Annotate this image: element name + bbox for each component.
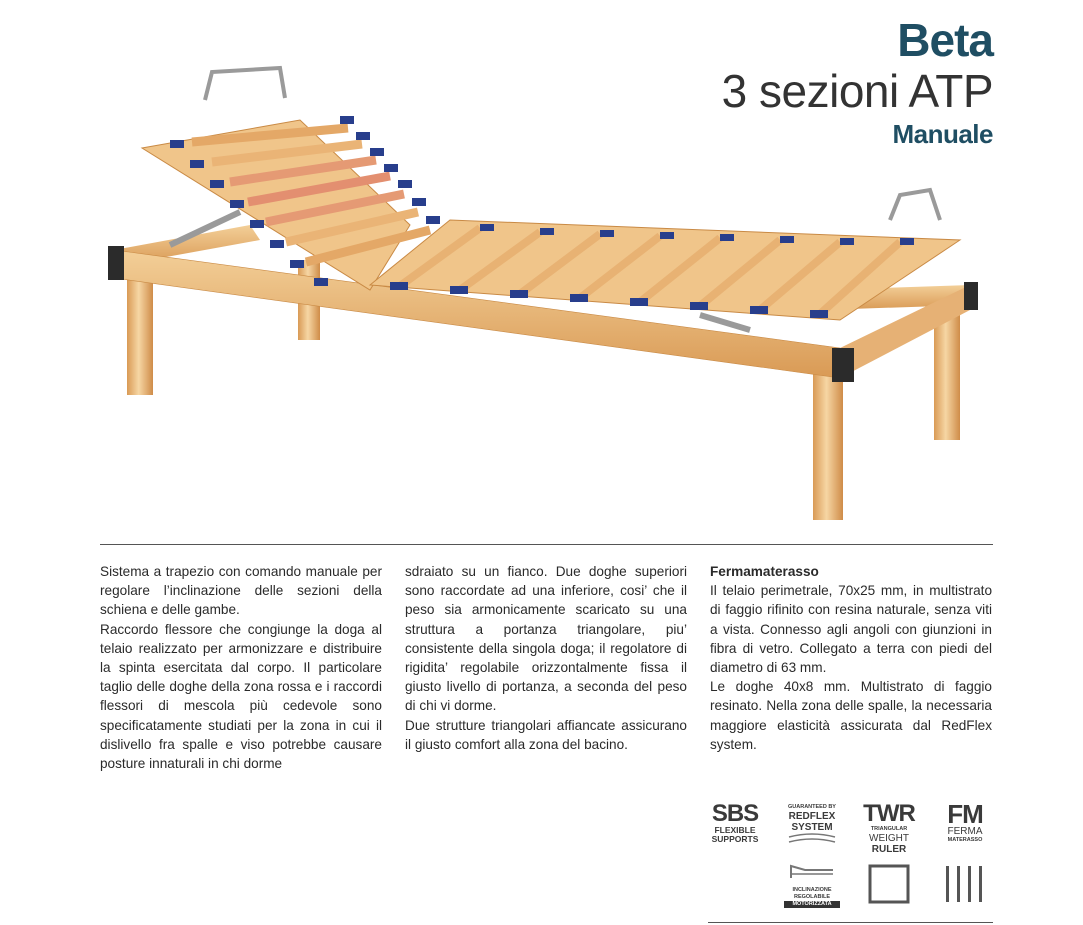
text-column-2 — [405, 562, 687, 754]
corner-block — [964, 282, 978, 310]
paragraph: Sistema a trapezio con comando manuale per regolare l’inclinazione delle sezioni della schiena e delle gambe. — [100, 564, 382, 618]
bed-profile-icon — [787, 860, 837, 882]
corner-block — [832, 348, 854, 382]
paragraph: Le doghe 40x8 mm. Multistrato di faggio resinato. Nella zona delle spalle, la necessaria maggiore elasticità assicurata dal RedFlex system. — [710, 679, 992, 752]
twr-logo: TWR TRIANGULAR WEIGHT RULER — [863, 800, 915, 855]
inclinazione-logo: INCLINAZIONE REGOLABILE MOTORIZZATA — [784, 860, 840, 908]
product-subtitle: 3 sezioni ATP — [721, 65, 993, 117]
divider-top — [100, 544, 993, 545]
paragraph: Il telaio perimetrale, 70x25 mm, in multistrato di faggio rifinito con resina naturale, senza viti a vista. Connesso agli angoli con giunzioni in fibra di vetro. Collegato a terra con piedi del diametro di 63 mm. — [710, 583, 992, 676]
mechanism-arm — [700, 315, 750, 330]
redflex-logo: GUARANTEED BY REDFLEX SYSTEM — [782, 804, 842, 852]
text-column-1 — [100, 562, 382, 773]
sbs-logo: SBS FLEXIBLE SUPPORTS — [711, 800, 759, 844]
vertical-bars-icon — [944, 864, 990, 904]
corner-block — [108, 246, 124, 280]
paragraph: Due strutture triangolari affiancate assicurano il giusto comfort alla zona del bacino. — [405, 717, 687, 752]
product-type: Manuale — [892, 119, 993, 149]
wave-icon — [787, 833, 837, 847]
section-heading: Fermamaterasso — [710, 564, 819, 579]
product-name: Beta — [897, 14, 993, 66]
leg-front-right — [813, 365, 843, 520]
fm-logo: FM FERMA MATERASSO — [947, 799, 983, 843]
paragraph: Raccordo flessore che congiunge la doga al telaio realizzato per armonizzare e distribuire la spinta esercitata dal corpo. Il particolare taglio delle doghe della zona rossa e i raccordi flessori di mescola più cedevole sono specificatamente studiati per la zona in cui il dislivello fra spalle e viso potrebbe causare posture innaturali in chi dorme — [100, 621, 382, 772]
paragraph: sdraiato su un fianco. Due doghe superiori sono raccordate ad una inferiore, cosi’ che il peso sia armonicamente scaricato su una struttura a portanza triangolare, piu’ consistente della singola doga; il regolatore di rigidita’ regolabile orizzontalmente fissa il giusto livello di portanza, a seconda del peso di chi vi dorme. — [405, 564, 687, 714]
square-frame-icon — [868, 864, 912, 904]
text-column-3 — [710, 562, 992, 754]
leg-front-left — [127, 275, 153, 395]
foot-handle — [890, 190, 940, 220]
bed-frame-illustration — [100, 60, 1000, 530]
divider-bottom — [708, 922, 993, 923]
head-handle — [205, 68, 285, 100]
